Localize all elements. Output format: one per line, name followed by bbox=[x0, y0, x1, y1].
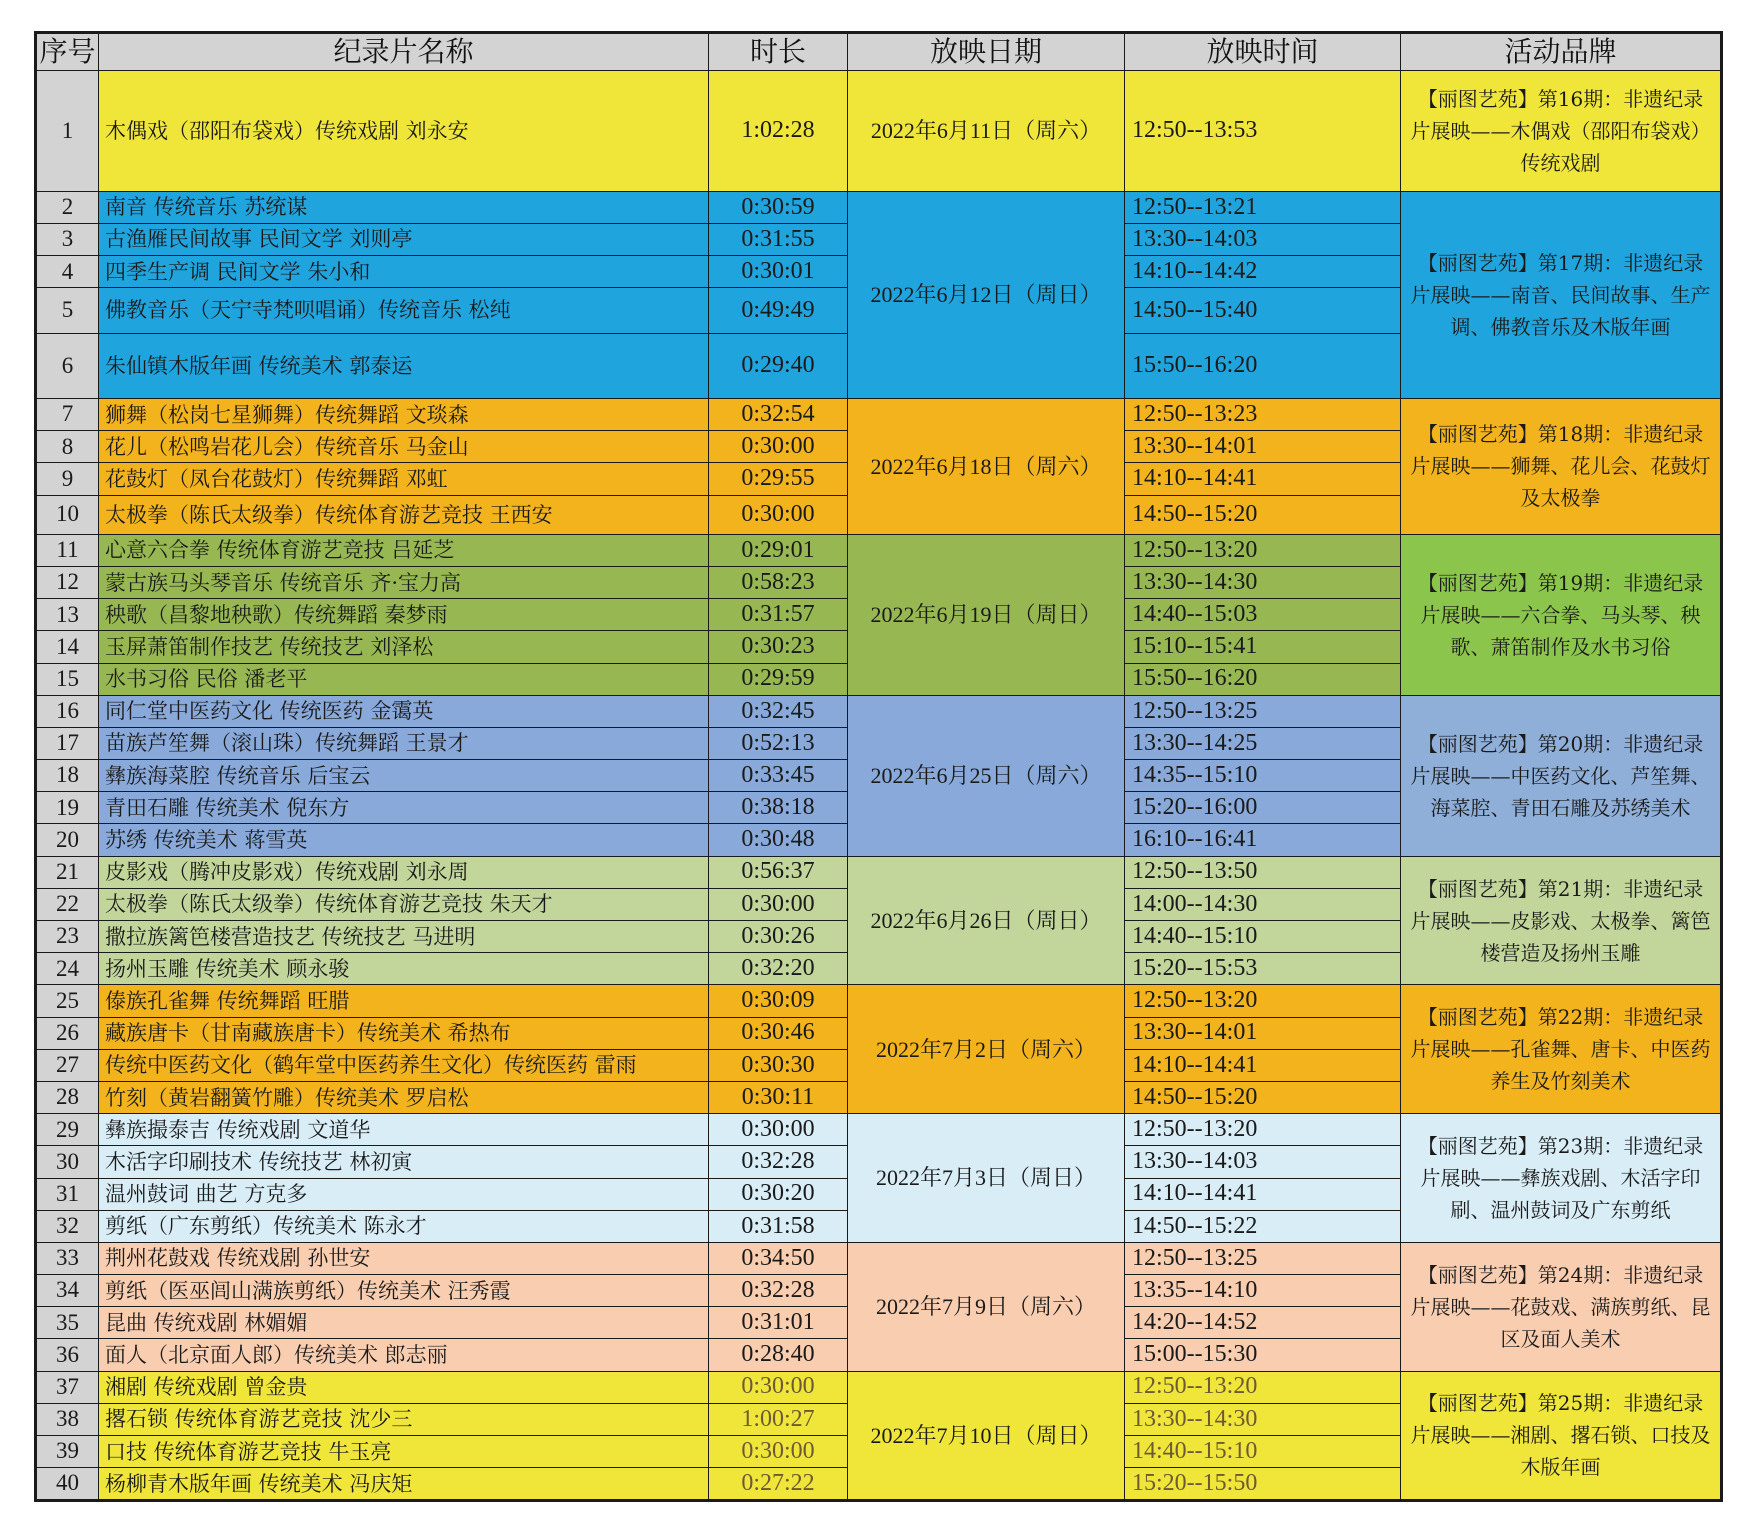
table-row bbox=[36, 399, 1722, 431]
time-cell: 15:20--15:53 bbox=[1125, 953, 1401, 985]
date-cell: 2022年7月9日（周六） bbox=[848, 1242, 1125, 1371]
seq-cell: 6 bbox=[36, 333, 99, 398]
time-cell: 13:30--14:01 bbox=[1125, 1017, 1401, 1049]
duration-cell: 0:30:00 bbox=[709, 1371, 848, 1403]
duration-cell: 0:30:00 bbox=[709, 431, 848, 463]
duration-cell: 0:28:40 bbox=[709, 1339, 848, 1371]
date-cell: 2022年6月26日（周日） bbox=[848, 856, 1125, 985]
brand-cell: 【丽图艺苑】第25期：非遗纪录片展映——湘剧、撂石锁、口技及木版年画 bbox=[1401, 1371, 1722, 1500]
seq-cell: 9 bbox=[36, 463, 99, 495]
seq-cell: 24 bbox=[36, 953, 99, 985]
table-row bbox=[36, 71, 1722, 192]
duration-cell: 0:30:20 bbox=[709, 1178, 848, 1210]
duration-cell: 0:31:58 bbox=[709, 1210, 848, 1242]
seq-cell: 32 bbox=[36, 1210, 99, 1242]
schedule-table bbox=[34, 31, 1723, 1502]
time-cell: 15:00--15:30 bbox=[1125, 1339, 1401, 1371]
time-cell: 12:50--13:20 bbox=[1125, 534, 1401, 566]
table-row bbox=[36, 1371, 1722, 1403]
time-cell: 12:50--13:21 bbox=[1125, 191, 1401, 223]
time-cell: 14:40--15:03 bbox=[1125, 599, 1401, 631]
seq-cell: 22 bbox=[36, 888, 99, 920]
time-cell: 14:10--14:42 bbox=[1125, 256, 1401, 288]
seq-cell: 11 bbox=[36, 534, 99, 566]
brand-cell: 【丽图艺苑】第24期：非遗纪录片展映——花鼓戏、满族剪纸、昆区及面人美术 bbox=[1401, 1242, 1722, 1371]
name-cell: 木偶戏（邵阳布袋戏）传统戏剧 刘永安 bbox=[99, 71, 709, 192]
duration-cell: 0:30:30 bbox=[709, 1049, 848, 1081]
name-cell: 青田石雕 传统美术 倪东方 bbox=[99, 792, 709, 824]
name-cell: 蒙古族马头琴音乐 传统音乐 齐·宝力高 bbox=[99, 566, 709, 598]
header-time: 放映时间 bbox=[1125, 33, 1401, 71]
time-cell: 12:50--13:50 bbox=[1125, 856, 1401, 888]
header-name: 纪录片名称 bbox=[99, 33, 709, 71]
seq-cell: 33 bbox=[36, 1242, 99, 1274]
time-cell: 13:30--14:30 bbox=[1125, 566, 1401, 598]
name-cell: 彝族海菜腔 传统音乐 后宝云 bbox=[99, 760, 709, 792]
duration-cell: 0:29:59 bbox=[709, 663, 848, 695]
name-cell: 撂石锁 传统体育游艺竞技 沈少三 bbox=[99, 1403, 709, 1435]
seq-cell: 17 bbox=[36, 727, 99, 759]
table-row bbox=[36, 1242, 1722, 1274]
duration-cell: 0:32:45 bbox=[709, 695, 848, 727]
name-cell: 苏绣 传统美术 蒋雪英 bbox=[99, 824, 709, 856]
table-row bbox=[36, 985, 1722, 1017]
date-cell: 2022年6月18日（周六） bbox=[848, 399, 1125, 535]
time-cell: 14:35--15:10 bbox=[1125, 760, 1401, 792]
time-cell: 12:50--13:20 bbox=[1125, 1371, 1401, 1403]
name-cell: 傣族孔雀舞 传统舞蹈 旺腊 bbox=[99, 985, 709, 1017]
seq-cell: 10 bbox=[36, 495, 99, 534]
header-duration: 时长 bbox=[709, 33, 848, 71]
seq-cell: 20 bbox=[36, 824, 99, 856]
date-cell: 2022年6月19日（周日） bbox=[848, 534, 1125, 695]
time-cell: 14:00--14:30 bbox=[1125, 888, 1401, 920]
time-cell: 15:50--16:20 bbox=[1125, 333, 1401, 398]
table-row bbox=[36, 1114, 1722, 1146]
duration-cell: 0:38:18 bbox=[709, 792, 848, 824]
seq-cell: 2 bbox=[36, 191, 99, 223]
name-cell: 口技 传统体育游艺竞技 牛玉亮 bbox=[99, 1436, 709, 1468]
time-cell: 14:10--14:41 bbox=[1125, 463, 1401, 495]
name-cell: 花儿（松鸣岩花儿会）传统音乐 马金山 bbox=[99, 431, 709, 463]
time-cell: 14:40--15:10 bbox=[1125, 921, 1401, 953]
time-cell: 12:50--13:20 bbox=[1125, 985, 1401, 1017]
seq-cell: 25 bbox=[36, 985, 99, 1017]
name-cell: 四季生产调 民间文学 朱小和 bbox=[99, 256, 709, 288]
seq-cell: 34 bbox=[36, 1275, 99, 1307]
time-cell: 14:20--14:52 bbox=[1125, 1307, 1401, 1339]
seq-cell: 12 bbox=[36, 566, 99, 598]
time-cell: 13:30--14:03 bbox=[1125, 223, 1401, 255]
brand-cell: 【丽图艺苑】第18期：非遗纪录片展映——狮舞、花儿会、花鼓灯及太极拳 bbox=[1401, 399, 1722, 535]
name-cell: 荆州花鼓戏 传统戏剧 孙世安 bbox=[99, 1242, 709, 1274]
name-cell: 面人（北京面人郎）传统美术 郎志丽 bbox=[99, 1339, 709, 1371]
seq-cell: 3 bbox=[36, 223, 99, 255]
name-cell: 狮舞（松岗七星狮舞）传统舞蹈 文琰森 bbox=[99, 399, 709, 431]
time-cell: 15:20--15:50 bbox=[1125, 1468, 1401, 1501]
duration-cell: 0:30:26 bbox=[709, 921, 848, 953]
duration-cell: 0:29:55 bbox=[709, 463, 848, 495]
name-cell: 昆曲 传统戏剧 林媚媚 bbox=[99, 1307, 709, 1339]
time-cell: 13:30--14:03 bbox=[1125, 1146, 1401, 1178]
duration-cell: 0:30:09 bbox=[709, 985, 848, 1017]
time-cell: 14:50--15:20 bbox=[1125, 1081, 1401, 1113]
date-cell: 2022年7月10日（周日） bbox=[848, 1371, 1125, 1500]
name-cell: 传统中医药文化（鹤年堂中医药养生文化）传统医药 雷雨 bbox=[99, 1049, 709, 1081]
seq-cell: 18 bbox=[36, 760, 99, 792]
seq-cell: 29 bbox=[36, 1114, 99, 1146]
seq-cell: 40 bbox=[36, 1468, 99, 1501]
duration-cell: 0:30:00 bbox=[709, 495, 848, 534]
duration-cell: 0:30:00 bbox=[709, 1114, 848, 1146]
date-cell: 2022年6月11日（周六） bbox=[848, 71, 1125, 192]
duration-cell: 0:30:46 bbox=[709, 1017, 848, 1049]
header-seq: 序号 bbox=[36, 33, 99, 71]
time-cell: 14:50--15:22 bbox=[1125, 1210, 1401, 1242]
name-cell: 古渔雁民间故事 民间文学 刘则亭 bbox=[99, 223, 709, 255]
brand-cell: 【丽图艺苑】第17期：非遗纪录片展映——南音、民间故事、生产调、佛教音乐及木版年画 bbox=[1401, 191, 1722, 398]
date-cell: 2022年6月25日（周六） bbox=[848, 695, 1125, 856]
brand-cell: 【丽图艺苑】第21期：非遗纪录片展映——皮影戏、太极拳、篱笆楼营造及扬州玉雕 bbox=[1401, 856, 1722, 985]
name-cell: 竹刻（黄岩翻簧竹雕）传统美术 罗启松 bbox=[99, 1081, 709, 1113]
brand-cell: 【丽图艺苑】第23期：非遗纪录片展映——彝族戏剧、木活字印刷、温州鼓词及广东剪纸 bbox=[1401, 1114, 1722, 1243]
duration-cell: 0:31:01 bbox=[709, 1307, 848, 1339]
seq-cell: 31 bbox=[36, 1178, 99, 1210]
seq-cell: 7 bbox=[36, 399, 99, 431]
seq-cell: 1 bbox=[36, 71, 99, 192]
name-cell: 玉屏萧笛制作技艺 传统技艺 刘泽松 bbox=[99, 631, 709, 663]
duration-cell: 0:49:49 bbox=[709, 288, 848, 333]
seq-cell: 16 bbox=[36, 695, 99, 727]
name-cell: 南音 传统音乐 苏统谋 bbox=[99, 191, 709, 223]
seq-cell: 15 bbox=[36, 663, 99, 695]
seq-cell: 28 bbox=[36, 1081, 99, 1113]
name-cell: 朱仙镇木版年画 传统美术 郭泰运 bbox=[99, 333, 709, 398]
seq-cell: 23 bbox=[36, 921, 99, 953]
table-row bbox=[36, 856, 1722, 888]
duration-cell: 0:30:23 bbox=[709, 631, 848, 663]
name-cell: 剪纸（广东剪纸）传统美术 陈永才 bbox=[99, 1210, 709, 1242]
duration-cell: 0:31:55 bbox=[709, 223, 848, 255]
name-cell: 苗族芦笙舞（滚山珠）传统舞蹈 王景才 bbox=[99, 727, 709, 759]
brand-cell: 【丽图艺苑】第19期：非遗纪录片展映——六合拳、马头琴、秧歌、萧笛制作及水书习俗 bbox=[1401, 534, 1722, 695]
time-cell: 14:10--14:41 bbox=[1125, 1049, 1401, 1081]
brand-cell: 【丽图艺苑】第22期：非遗纪录片展映——孔雀舞、唐卡、中医药养生及竹刻美术 bbox=[1401, 985, 1722, 1114]
table-row bbox=[36, 191, 1722, 223]
seq-cell: 4 bbox=[36, 256, 99, 288]
name-cell: 温州鼓词 曲艺 方克多 bbox=[99, 1178, 709, 1210]
time-cell: 13:30--14:01 bbox=[1125, 431, 1401, 463]
brand-cell: 【丽图艺苑】第16期：非遗纪录片展映——木偶戏（邵阳布袋戏）传统戏剧 bbox=[1401, 71, 1722, 192]
time-cell: 14:40--15:10 bbox=[1125, 1436, 1401, 1468]
time-cell: 13:30--14:30 bbox=[1125, 1403, 1401, 1435]
name-cell: 同仁堂中医药文化 传统医药 金霭英 bbox=[99, 695, 709, 727]
duration-cell: 0:32:20 bbox=[709, 953, 848, 985]
seq-cell: 14 bbox=[36, 631, 99, 663]
name-cell: 皮影戏（腾冲皮影戏）传统戏剧 刘永周 bbox=[99, 856, 709, 888]
header-brand: 活动品牌 bbox=[1401, 33, 1722, 71]
duration-cell: 0:56:37 bbox=[709, 856, 848, 888]
time-cell: 13:30--14:25 bbox=[1125, 727, 1401, 759]
name-cell: 湘剧 传统戏剧 曾金贵 bbox=[99, 1371, 709, 1403]
duration-cell: 0:32:28 bbox=[709, 1146, 848, 1178]
name-cell: 剪纸（医巫闾山满族剪纸）传统美术 汪秀霞 bbox=[99, 1275, 709, 1307]
duration-cell: 0:29:01 bbox=[709, 534, 848, 566]
duration-cell: 0:58:23 bbox=[709, 566, 848, 598]
name-cell: 太极拳（陈氏太级拳）传统体育游艺竞技 王西安 bbox=[99, 495, 709, 534]
duration-cell: 1:02:28 bbox=[709, 71, 848, 192]
time-cell: 12:50--13:53 bbox=[1125, 71, 1401, 192]
duration-cell: 0:34:50 bbox=[709, 1242, 848, 1274]
name-cell: 彝族撮泰吉 传统戏剧 文道华 bbox=[99, 1114, 709, 1146]
name-cell: 杨柳青木版年画 传统美术 冯庆矩 bbox=[99, 1468, 709, 1501]
duration-cell: 0:30:00 bbox=[709, 1436, 848, 1468]
time-cell: 12:50--13:20 bbox=[1125, 1114, 1401, 1146]
name-cell: 秧歌（昌黎地秧歌）传统舞蹈 秦梦雨 bbox=[99, 599, 709, 631]
brand-cell: 【丽图艺苑】第20期：非遗纪录片展映——中医药文化、芦笙舞、海菜腔、青田石雕及苏绣美术 bbox=[1401, 695, 1722, 856]
seq-cell: 37 bbox=[36, 1371, 99, 1403]
time-cell: 15:10--15:41 bbox=[1125, 631, 1401, 663]
seq-cell: 19 bbox=[36, 792, 99, 824]
time-cell: 15:20--16:00 bbox=[1125, 792, 1401, 824]
seq-cell: 27 bbox=[36, 1049, 99, 1081]
name-cell: 水书习俗 民俗 潘老平 bbox=[99, 663, 709, 695]
duration-cell: 1:00:27 bbox=[709, 1403, 848, 1435]
time-cell: 16:10--16:41 bbox=[1125, 824, 1401, 856]
header-date: 放映日期 bbox=[848, 33, 1125, 71]
name-cell: 木活字印刷技术 传统技艺 林初寅 bbox=[99, 1146, 709, 1178]
time-cell: 15:50--16:20 bbox=[1125, 663, 1401, 695]
name-cell: 心意六合拳 传统体育游艺竞技 吕延芝 bbox=[99, 534, 709, 566]
time-cell: 12:50--13:23 bbox=[1125, 399, 1401, 431]
seq-cell: 26 bbox=[36, 1017, 99, 1049]
table-row bbox=[36, 695, 1722, 727]
duration-cell: 0:32:54 bbox=[709, 399, 848, 431]
time-cell: 14:10--14:41 bbox=[1125, 1178, 1401, 1210]
seq-cell: 36 bbox=[36, 1339, 99, 1371]
duration-cell: 0:32:28 bbox=[709, 1275, 848, 1307]
time-cell: 12:50--13:25 bbox=[1125, 1242, 1401, 1274]
duration-cell: 0:30:48 bbox=[709, 824, 848, 856]
duration-cell: 0:29:40 bbox=[709, 333, 848, 398]
seq-cell: 30 bbox=[36, 1146, 99, 1178]
seq-cell: 8 bbox=[36, 431, 99, 463]
duration-cell: 0:30:11 bbox=[709, 1081, 848, 1113]
name-cell: 佛教音乐（天宁寺梵呗唱诵）传统音乐 松纯 bbox=[99, 288, 709, 333]
seq-cell: 5 bbox=[36, 288, 99, 333]
time-cell: 12:50--13:25 bbox=[1125, 695, 1401, 727]
seq-cell: 21 bbox=[36, 856, 99, 888]
duration-cell: 0:31:57 bbox=[709, 599, 848, 631]
duration-cell: 0:30:00 bbox=[709, 888, 848, 920]
duration-cell: 0:33:45 bbox=[709, 760, 848, 792]
name-cell: 藏族唐卡（甘南藏族唐卡）传统美术 希热布 bbox=[99, 1017, 709, 1049]
name-cell: 撒拉族篱笆楼营造技艺 传统技艺 马进明 bbox=[99, 921, 709, 953]
duration-cell: 0:52:13 bbox=[709, 727, 848, 759]
time-cell: 14:50--15:20 bbox=[1125, 495, 1401, 534]
duration-cell: 0:30:01 bbox=[709, 256, 848, 288]
seq-cell: 35 bbox=[36, 1307, 99, 1339]
duration-cell: 0:27:22 bbox=[709, 1468, 848, 1501]
date-cell: 2022年6月12日（周日） bbox=[848, 191, 1125, 398]
seq-cell: 38 bbox=[36, 1403, 99, 1435]
table-row bbox=[36, 534, 1722, 566]
name-cell: 扬州玉雕 传统美术 顾永骏 bbox=[99, 953, 709, 985]
time-cell: 14:50--15:40 bbox=[1125, 288, 1401, 333]
duration-cell: 0:30:59 bbox=[709, 191, 848, 223]
date-cell: 2022年7月2日（周六） bbox=[848, 985, 1125, 1114]
time-cell: 13:35--14:10 bbox=[1125, 1275, 1401, 1307]
seq-cell: 13 bbox=[36, 599, 99, 631]
schedule-body bbox=[36, 71, 1722, 1501]
seq-cell: 39 bbox=[36, 1436, 99, 1468]
date-cell: 2022年7月3日（周日） bbox=[848, 1114, 1125, 1243]
header-row bbox=[36, 33, 1722, 71]
name-cell: 太极拳（陈氏太级拳）传统体育游艺竞技 朱天才 bbox=[99, 888, 709, 920]
name-cell: 花鼓灯（凤台花鼓灯）传统舞蹈 邓虹 bbox=[99, 463, 709, 495]
